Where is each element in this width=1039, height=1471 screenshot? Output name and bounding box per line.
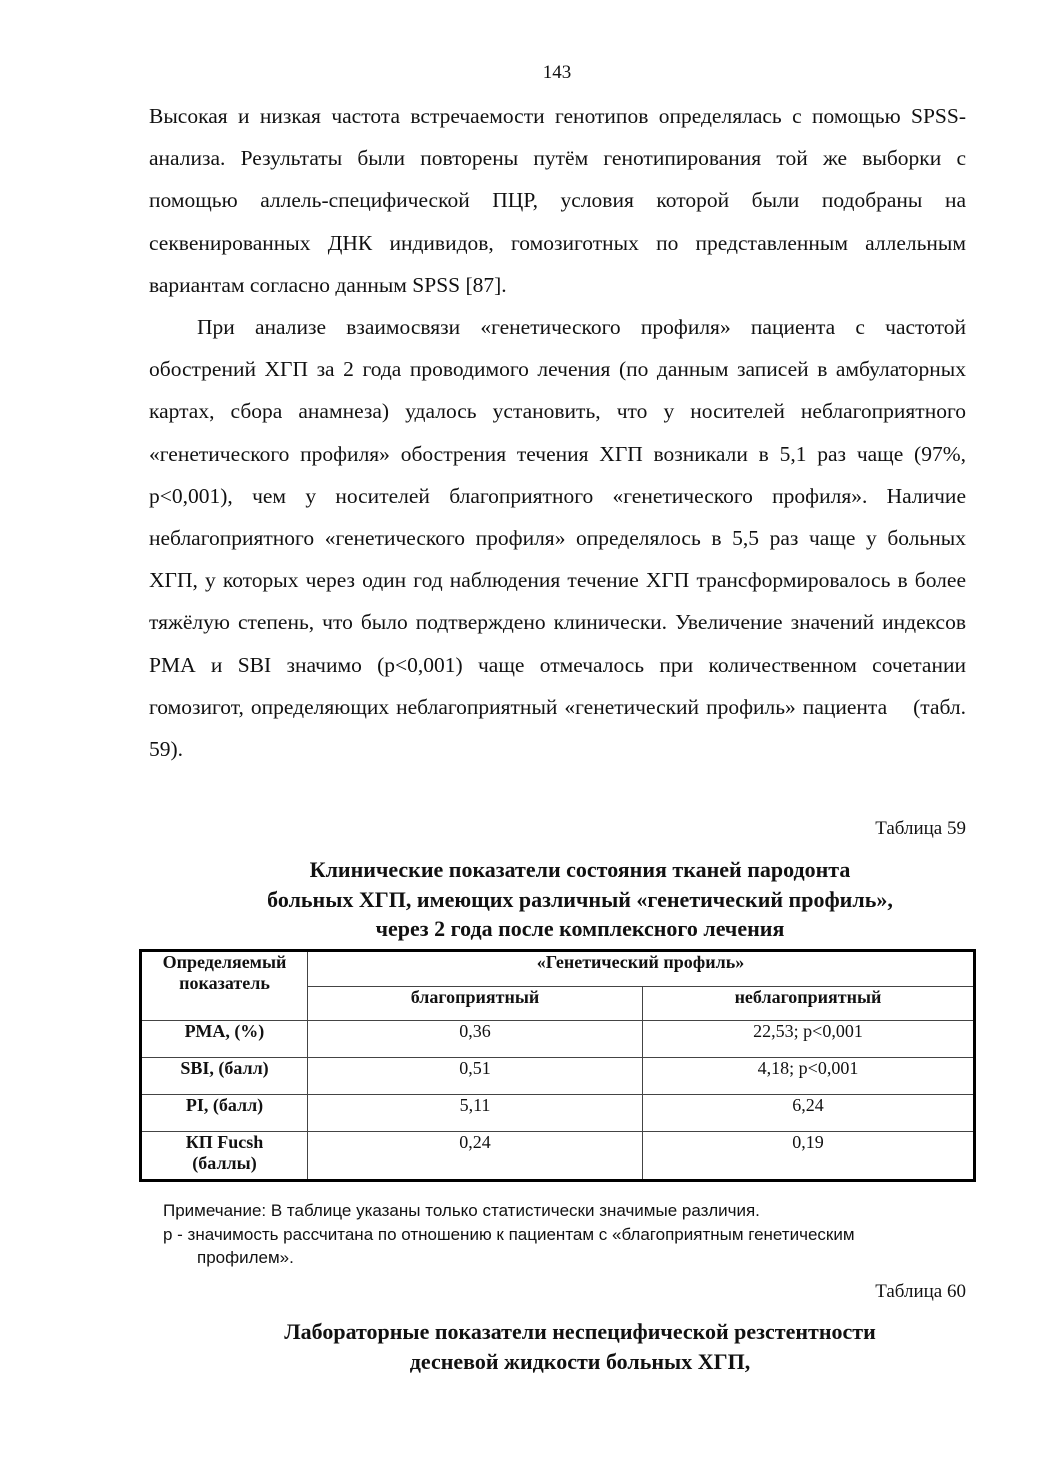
title-line: больных ХГП, имеющих различный «генетический профиль», [267,886,893,912]
header-unfavorable: неблагоприятный [643,987,975,1021]
table-row [141,1058,975,1095]
table-reference: (табл. 59). [149,694,966,762]
table-row [141,1132,975,1181]
paragraph [149,306,966,770]
header-genetic-profile: «Генетический профиль» [308,951,975,987]
cell-unfavorable: 6,24 [643,1095,975,1132]
row-label: SBI, (балл) [141,1058,308,1095]
page-number: 143 [542,62,572,83]
cell-unfavorable: 4,18; р<0,001 [643,1058,975,1095]
table-59-label: Таблица 59 [875,818,966,839]
table-59-title [120,855,1039,944]
cell-favorable: 5,11 [308,1095,643,1132]
row-label: КП Fucsh (баллы) [141,1132,308,1181]
table-header-row [141,951,975,987]
table-note: Примечание: В таблице указаны только статистически значимые различия. [163,1201,760,1220]
header-favorable: благоприятный [308,987,643,1021]
table-note: р - значимость рассчитана по отношению к пациентам с «благоприятным генетическим [163,1225,855,1244]
table-60-title [120,1317,1039,1376]
header-indicator: Определяемый показатель [141,951,308,1021]
body-text [149,95,966,770]
cell-favorable: 0,51 [308,1058,643,1095]
title-line: десневой жидкости больных ХГП, [409,1348,751,1374]
table-note: профилем». [197,1248,294,1267]
cell-unfavorable: 22,53; р<0,001 [643,1021,975,1058]
cell-favorable: 0,24 [308,1132,643,1181]
table-60-label: Таблица 60 [875,1281,966,1302]
paragraph: Высокая и низкая частота встречаемости генотипов определялась с помощью SPSS-анализа. Результаты были повторены путём генотипирования той же выборки с помощью аллель-специфической ПЦР, условия которой были подобраны на секвенированных ДНК индивидов, гомозиготных по представленным аллельным вариантам согласно данным SPSS [87]. [149,104,966,297]
title-line: Клинические показатели состояния тканей пародонта [309,857,851,882]
row-label: PI, (балл) [141,1095,308,1132]
cell-favorable: 0,36 [308,1021,643,1058]
table-row [141,1021,975,1058]
title-line: через 2 года после комплексного лечения [375,916,785,941]
table-59 [139,949,976,1182]
paragraph-text: При анализе взаимосвязи «генетического профиля» пациента с частотой обострений ХГП за 2 года проводимого лечения (по данным записей в амбулаторных картах, сбора анамнеза) удалось установить, что у носителей неблагоприятного «генетического профиля» обострения течения ХГП возникали в 5,1 раз чаще (97%, р<0,001), чем у носителей благоприятного «генетического профиля». Наличие неблагоприятного «генетического профиля» определялось в 5,5 раз чаще у больных ХГП, у которых через один год наблюдения течение ХГП трансформировалось в более тяжёлую степень, что было подтверждено клинически. Увеличение значений индексов РМА и SBI значимо (р<0,001) чаще отмечалось при количественном сочетании гомозигот, определяющих неблагоприятный «генетический профиль» пациента [149,315,966,719]
row-label: РМА, (%) [141,1021,308,1058]
table-row [141,1095,975,1132]
title-line: Лабораторные показатели неспецифической резстентности [284,1319,876,1344]
cell-unfavorable: 0,19 [643,1132,975,1181]
